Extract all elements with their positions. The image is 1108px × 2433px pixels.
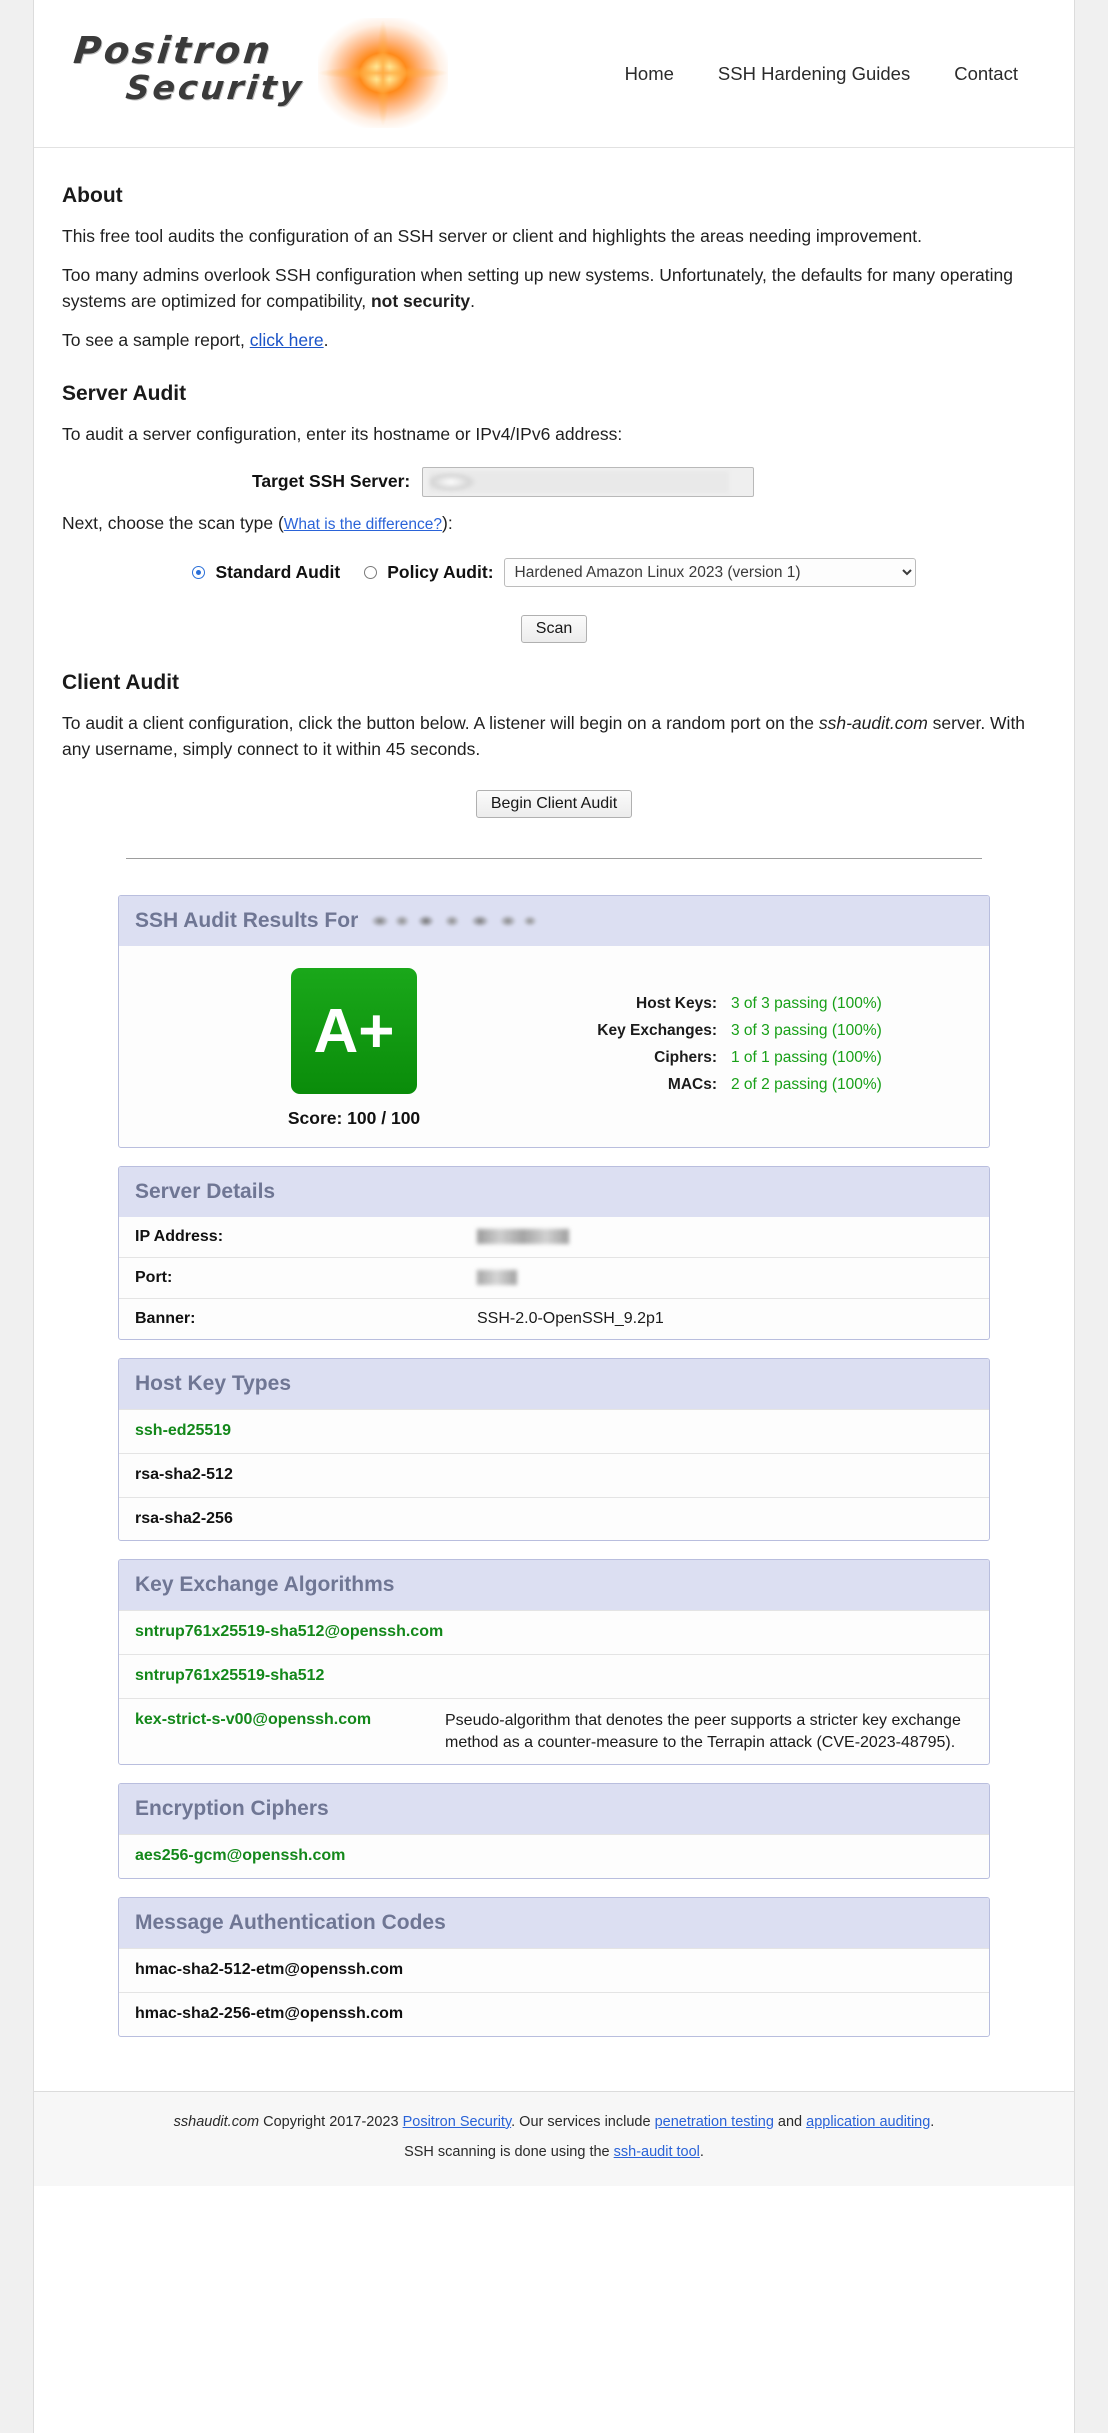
server-details-table [119, 1217, 989, 1339]
target-server-row [62, 467, 1046, 497]
server-details-key-port: Port: [119, 1258, 461, 1299]
site-logo[interactable] [66, 14, 456, 134]
server-details-value-ip [461, 1217, 989, 1258]
main-content [34, 148, 1074, 2065]
redacted-target-name [368, 910, 540, 932]
starburst-icon [318, 18, 448, 128]
stat-row [569, 1049, 969, 1067]
nav-item-contact[interactable]: Contact [954, 62, 1018, 84]
target-server-input[interactable] [422, 467, 754, 497]
scan-type-difference-link[interactable]: What is the difference? [283, 515, 443, 533]
kex-desc: Pseudo-algorithm that denotes the peer supports a stricter key exchange method as a counter-measure to the Terrapin attack (CVE-2023-48795). [445, 1712, 961, 1751]
standard-audit-label: Standard Audit [215, 562, 341, 583]
mac-desc [445, 1960, 973, 1981]
scan-type-text-b: ): [442, 512, 453, 533]
score-body [119, 946, 989, 1147]
mac-name: hmac-sha2-512-etm@openssh.com [135, 1961, 404, 1979]
sample-report-text: To see a sample report, [62, 330, 250, 351]
scan-type-choices [62, 558, 1046, 587]
about-p2-text-b: . [470, 290, 476, 311]
kex-desc [445, 1666, 973, 1687]
stat-value-macs: 2 of 2 passing (100%) [731, 1075, 882, 1093]
client-audit-text-b: server. With any username, simply connect to it within 45 seconds. [62, 713, 1026, 759]
stat-row [569, 995, 969, 1013]
nav-item-ssh-hardening-guides[interactable]: SSH Hardening Guides [717, 62, 911, 84]
list-item [119, 1948, 989, 1992]
host-key-types-header: Host Key Types [119, 1359, 989, 1409]
score-left [139, 968, 569, 1129]
redacted-ip-address [477, 1229, 569, 1244]
list-item [119, 1834, 989, 1878]
client-audit-heading: Client Audit [62, 671, 180, 695]
cipher-name: aes256-gcm@openssh.com [135, 1847, 346, 1865]
kex-name: sntrup761x25519-sha512 [135, 1667, 325, 1685]
client-audit-text-a: To audit a client configuration, click the button below. A listener will begin on a random port on the [62, 713, 819, 734]
host-key-name: ssh-ed25519 [135, 1422, 232, 1440]
cipher-desc [445, 1846, 973, 1867]
begin-client-audit-button[interactable]: Begin Client Audit [476, 790, 632, 818]
section-divider [126, 858, 982, 859]
redacted-port [477, 1270, 517, 1285]
logo-line1: Positron [71, 28, 276, 72]
macs-panel [118, 1897, 990, 2037]
list-item [119, 1654, 989, 1698]
sample-report-period: . [323, 330, 329, 351]
client-audit-button-row [62, 790, 1046, 818]
grade-badge: A+ [291, 968, 417, 1094]
ciphers-panel [118, 1783, 990, 1879]
scan-button-row [62, 615, 1046, 643]
footer-row-2 [34, 2144, 1074, 2160]
scan-button[interactable]: Scan [521, 615, 587, 643]
audit-results-title: SSH Audit Results For [135, 909, 359, 933]
about-paragraph-1: This free tool audits the configuration of an SSH server or client and highlights the areas needing improvement. [62, 226, 922, 246]
logo-line2: Security [123, 67, 307, 107]
kex-name: sntrup761x25519-sha512@openssh.com [135, 1623, 444, 1641]
server-details-panel [118, 1166, 990, 1340]
host-key-name: rsa-sha2-512 [135, 1465, 233, 1483]
list-item [119, 1698, 989, 1764]
nav-item-home[interactable]: Home [624, 62, 674, 84]
about-heading: About [62, 184, 123, 207]
stat-label-key-exchanges: Key Exchanges: [597, 1021, 717, 1039]
scan-type-intro [62, 511, 1046, 536]
footer-services-text-b: and [773, 2113, 807, 2130]
audit-results-header [119, 896, 989, 946]
list-item [119, 1453, 989, 1497]
footer-services-text-a: . Our services include [511, 2113, 655, 2130]
footer-tool-text-b: . [699, 2143, 704, 2160]
footer-site-name: sshaudit.com [173, 2113, 260, 2130]
standard-audit-radio[interactable] [192, 566, 205, 579]
main-nav [625, 63, 1042, 85]
server-details-value-port [461, 1258, 989, 1299]
table-row [119, 1258, 989, 1299]
site-header [34, 0, 1074, 148]
footer-row-1 [34, 2114, 1074, 2130]
key-exchange-header: Key Exchange Algorithms [119, 1560, 989, 1610]
stat-row [569, 1076, 969, 1094]
stat-value-host-keys: 3 of 3 passing (100%) [731, 994, 882, 1012]
stat-label-macs: MACs: [667, 1075, 717, 1093]
server-details-key-ip: IP Address: [135, 1228, 224, 1246]
table-row [119, 1299, 989, 1340]
list-item [119, 1497, 989, 1541]
server-audit-intro: To audit a server configuration, enter its hostname or IPv4/IPv6 address: [62, 423, 623, 444]
mac-desc [445, 2004, 973, 2025]
sample-report-link[interactable]: click here [249, 330, 324, 351]
policy-select[interactable] [504, 558, 916, 587]
host-key-desc [445, 1509, 973, 1530]
server-details-header: Server Details [119, 1167, 989, 1217]
host-key-name: rsa-sha2-256 [135, 1509, 233, 1527]
list-item [119, 1992, 989, 2036]
about-p2-text-a: Too many admins overlook SSH configuration when setting up new systems. Unfortunately, the defaults for many operating systems are optimized for compatibility, [62, 265, 1014, 311]
server-details-value-banner: SSH-2.0-OpenSSH_9.2p1 [461, 1299, 989, 1340]
kex-desc [445, 1622, 973, 1643]
stat-value-ciphers: 1 of 1 passing (100%) [731, 1048, 882, 1066]
host-key-desc [445, 1421, 973, 1442]
footer-pentest-link[interactable]: penetration testing [654, 2113, 774, 2130]
list-item [119, 1409, 989, 1453]
client-audit-intro [62, 711, 1046, 762]
footer-tool-text-a: SSH scanning is done using the [404, 2143, 614, 2160]
logo-text [68, 28, 310, 107]
stat-label-ciphers: Ciphers: [654, 1048, 717, 1066]
key-exchange-panel [118, 1559, 990, 1765]
stat-value-key-exchanges: 3 of 3 passing (100%) [731, 1021, 882, 1039]
stat-label-host-keys: Host Keys: [636, 994, 717, 1012]
about-p2-emphasis: not security [370, 290, 471, 311]
about-paragraph-3 [62, 328, 1046, 353]
footer-appaudit-link[interactable]: application auditing [806, 2113, 931, 2130]
page-container [33, 0, 1075, 2433]
host-key-desc [445, 1465, 973, 1486]
table-row [119, 1217, 989, 1258]
footer-services-text-c: . [930, 2113, 935, 2130]
audit-results-panel [118, 895, 990, 1148]
footer-company-link[interactable]: Positron Security [402, 2113, 512, 2130]
mac-name: hmac-sha2-256-etm@openssh.com [135, 2004, 404, 2022]
score-text: Score: 100 / 100 [287, 1108, 421, 1129]
target-server-label: Target SSH Server: [252, 471, 411, 492]
server-details-key-banner: Banner: [119, 1299, 461, 1340]
client-audit-server-name: ssh-audit.com [818, 713, 928, 734]
macs-header: Message Authentication Codes [119, 1898, 989, 1948]
policy-audit-label: Policy Audit: [387, 562, 494, 583]
site-footer [34, 2091, 1074, 2186]
host-key-types-panel [118, 1358, 990, 1541]
policy-audit-radio[interactable] [364, 566, 377, 579]
ciphers-header: Encryption Ciphers [119, 1784, 989, 1834]
score-stats [569, 995, 969, 1103]
kex-name: kex-strict-s-v00@openssh.com [135, 1711, 372, 1729]
about-paragraph-2 [62, 263, 1046, 314]
server-audit-heading: Server Audit [62, 381, 187, 405]
scan-type-text-a: Next, choose the scan type ( [62, 512, 284, 533]
footer-ssh-audit-tool-link[interactable]: ssh-audit tool [613, 2143, 700, 2160]
stat-row [569, 1022, 969, 1040]
list-item [119, 1610, 989, 1654]
redacted-hostname [429, 471, 729, 493]
footer-copyright: Copyright 2017-2023 [259, 2113, 403, 2130]
